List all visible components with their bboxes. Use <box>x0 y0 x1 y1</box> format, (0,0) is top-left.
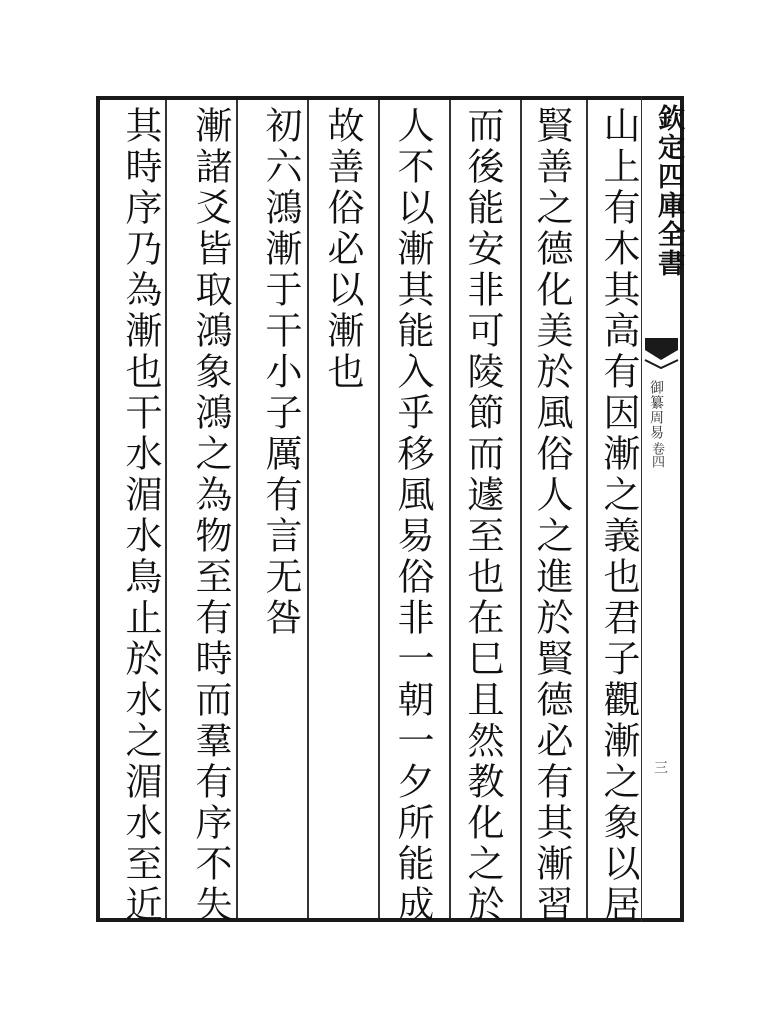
fish-tail-mark <box>643 334 680 370</box>
text-column: 初六鴻漸于干小子厲有言无咎 <box>259 106 302 639</box>
column-rule <box>378 100 380 918</box>
text-column: 賢善之德化美於風俗人之進於賢德必有其漸習 <box>530 106 573 926</box>
text-column: 其時序乃為漸也干水湄水鳥止於水之湄水至近 <box>119 106 162 926</box>
book-title: 欽定四庫全書 <box>653 104 684 278</box>
book-subtitle: 御纂周易 <box>648 380 664 440</box>
text-column: 故善俗必以漸也 <box>321 106 364 393</box>
text-column: 漸諸爻皆取鴻象鴻之為物至有時而羣有序不失 <box>189 106 232 926</box>
column-rule <box>449 100 451 918</box>
text-column: 山上有木其高有因漸之義也君子觀漸之象以居 <box>597 106 640 926</box>
text-column: 人不以漸其能入乎移風易俗非一朝一夕所能成 <box>391 106 434 926</box>
text-column: 而後能安非可陵節而遽至也在巳且然教化之於 <box>461 106 504 926</box>
volume-number: 卷四 <box>649 442 664 468</box>
page-number: 三 <box>652 760 668 774</box>
